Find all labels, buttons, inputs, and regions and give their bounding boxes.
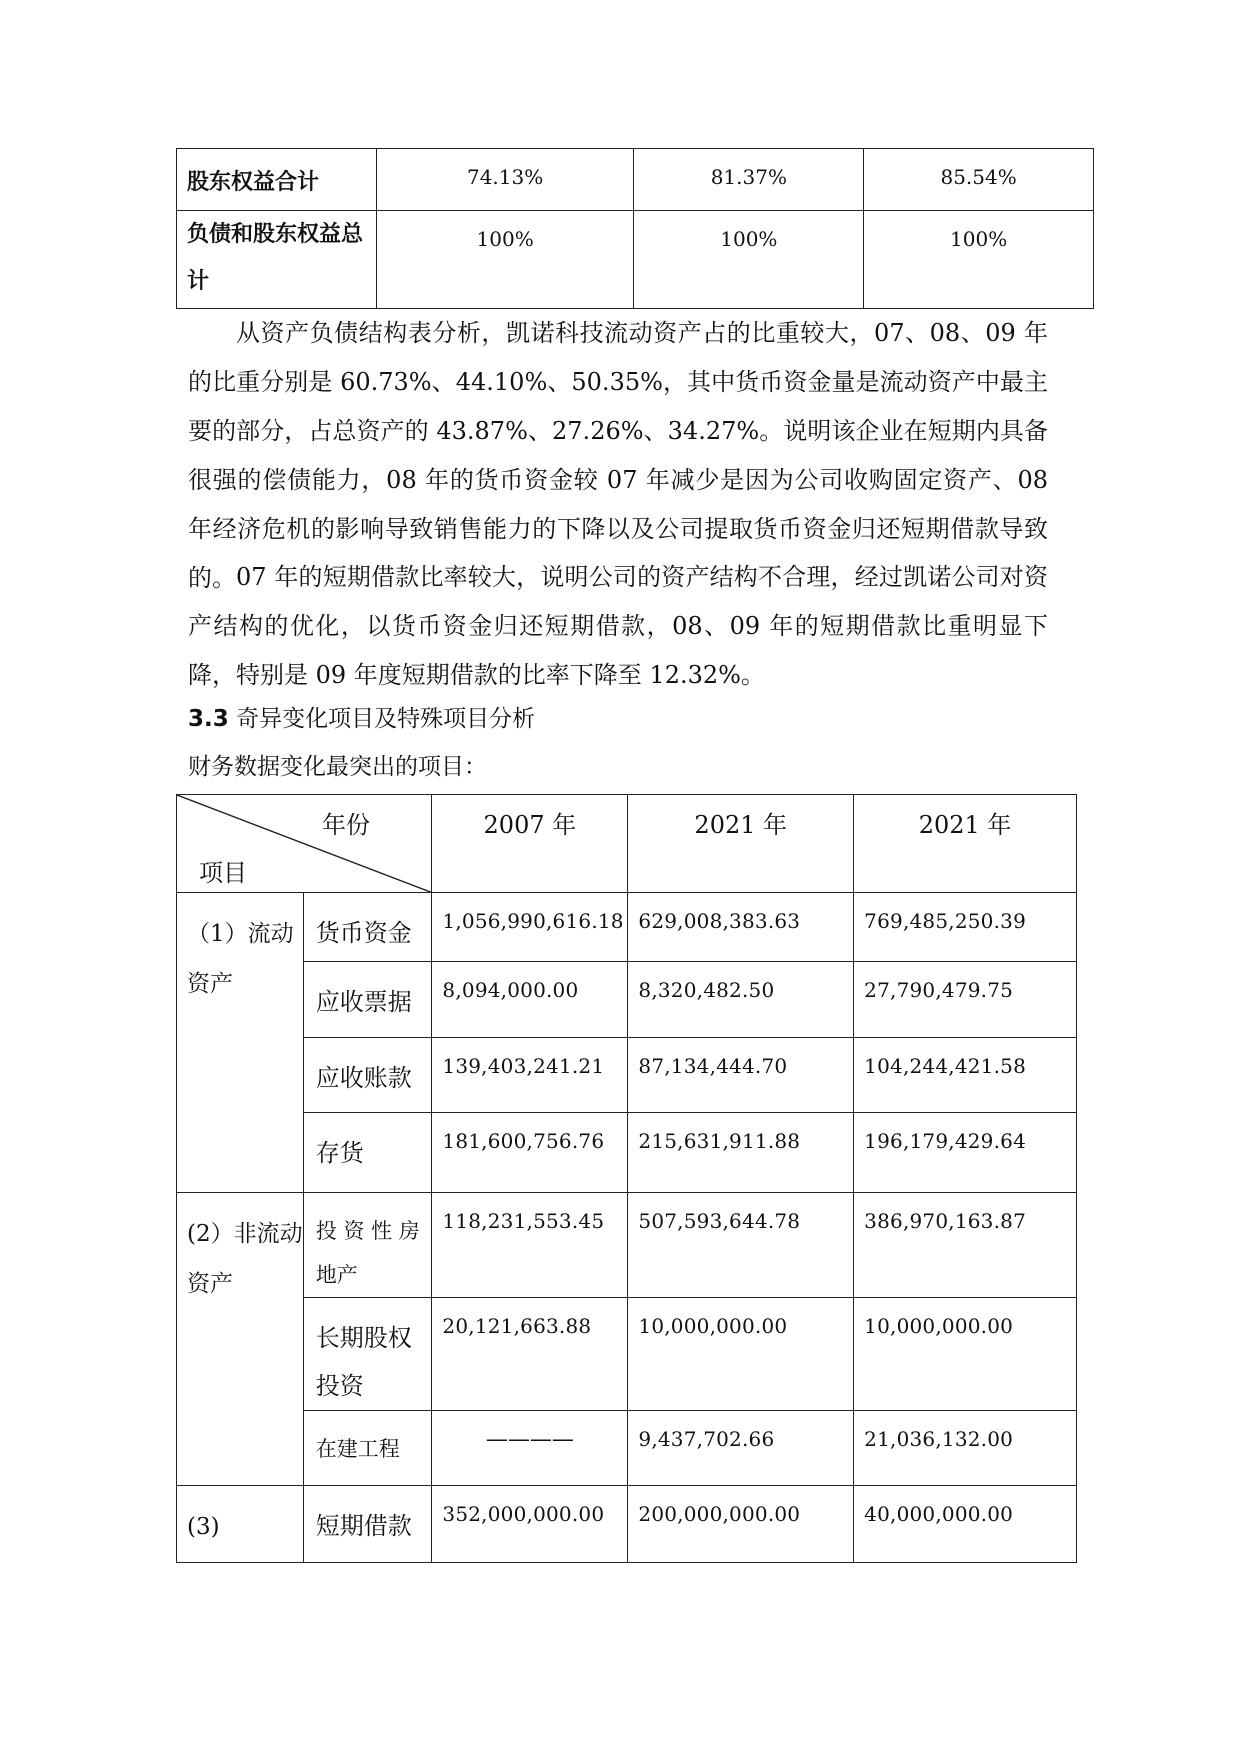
- group-label: (2）非流动资产: [177, 1193, 304, 1486]
- cell-value: 1,056,990,616.18: [432, 893, 628, 962]
- cell-value: 10,000,000.00: [628, 1298, 854, 1411]
- cell-value: 200,000,000.00: [628, 1486, 854, 1563]
- cell-value: 87,134,444.70: [628, 1038, 854, 1113]
- table-row: [177, 962, 1077, 1038]
- table-row: [177, 1113, 1077, 1193]
- table-row: [177, 893, 1077, 962]
- cell-value: 9,437,702.66: [628, 1411, 854, 1486]
- cell-value: 21,036,132.00: [854, 1411, 1077, 1486]
- cell-value: 118,231,553.45: [432, 1193, 628, 1298]
- item-name: 应收票据: [303, 962, 432, 1038]
- cell-value: 100%: [864, 211, 1094, 309]
- cell-value: 181,600,756.76: [432, 1113, 628, 1193]
- section-title: 奇异变化项目及特殊项目分析: [236, 706, 536, 732]
- year-header-label: 年份: [322, 811, 370, 839]
- analysis-paragraph: 从资产负债结构表分析，凯诺科技流动资产占的比重较大，07、08、09 年的比重分别是 60.73%、44.10%、50.35%，其中货币资金量是流动资产中最主要的部分，占总资产的 43.87%、27.26%、34.27%。说明该企业在短期内具备很强的偿债能力，08 年的货币资金较 07 年减少是因为公司收购固定资产、08 年经济危机的影响导致销售能力的下降以及公司提取货币资金归还短期借款导致的。: [188, 319, 1048, 592]
- item-header-label: 项目: [199, 859, 247, 887]
- row-label: 股东权益合计: [177, 149, 377, 211]
- cell-value: 104,244,421.58: [854, 1038, 1077, 1113]
- cell-value: 352,000,000.00: [432, 1486, 628, 1563]
- item-name: 长期股权投资: [303, 1298, 432, 1411]
- cell-value: 8,320,482.50: [628, 962, 854, 1038]
- cell-value: 81.37%: [634, 149, 864, 211]
- item-name: 在建工程: [303, 1411, 432, 1486]
- cell-value: 74.13%: [376, 149, 634, 211]
- year-column-header: 2021 年: [628, 795, 854, 893]
- group-label: (3): [177, 1486, 304, 1563]
- table-row: [177, 1486, 1077, 1563]
- cell-value: 40,000,000.00: [854, 1486, 1077, 1563]
- year-column-header: 2007 年: [432, 795, 628, 893]
- financial-items-table: [176, 794, 1077, 1563]
- cell-value: 629,008,383.63: [628, 893, 854, 962]
- table-row: [177, 211, 1094, 309]
- cell-value: 215,631,911.88: [628, 1113, 854, 1193]
- cell-value: 10,000,000.00: [854, 1298, 1077, 1411]
- table-row: [177, 1193, 1077, 1298]
- cell-value: 196,179,429.64: [854, 1113, 1077, 1193]
- item-name: 存货: [303, 1113, 432, 1193]
- table-row: [177, 1038, 1077, 1113]
- table-row: [177, 149, 1094, 211]
- group-label: （1）流动资产: [177, 893, 304, 1193]
- cell-value: 386,970,163.87: [854, 1193, 1077, 1298]
- section-number: 3.3: [188, 706, 229, 732]
- cell-value: 507,593,644.78: [628, 1193, 854, 1298]
- table-row: [177, 1411, 1077, 1486]
- item-name: 应收账款: [303, 1038, 432, 1113]
- analysis-paragraph: 07 年的短期借款比率较大，说明公司的资产结构不合理，经过凯诺公司对资产结构的优化，以货币资金归还短期借款，08、09 年的短期借款比重明显下降，特别是 09 年度短期借款的比率下降至 12.32%。: [188, 563, 1048, 689]
- table-header-row: [177, 795, 1077, 893]
- section-subtitle: 财务数据变化最突出的项目：: [188, 754, 487, 780]
- row-label: 负债和股东权益总计: [177, 211, 377, 309]
- cell-value: 20,121,663.88: [432, 1298, 628, 1411]
- cell-value: 139,403,241.21: [432, 1038, 628, 1113]
- cell-value: 100%: [376, 211, 634, 309]
- table-row: [177, 1298, 1077, 1411]
- year-column-header: 2021 年: [854, 795, 1077, 893]
- cell-value: 769,485,250.39: [854, 893, 1077, 962]
- diagonal-header-cell: [177, 795, 432, 893]
- item-name: 货币资金: [303, 893, 432, 962]
- item-name: 投 资 性 房地产: [303, 1193, 432, 1298]
- cell-value: 85.54%: [864, 149, 1094, 211]
- equity-ratio-table: [176, 148, 1094, 309]
- cell-value: ————: [432, 1411, 628, 1486]
- section-heading: [188, 700, 535, 733]
- item-name: 短期借款: [303, 1486, 432, 1563]
- cell-value: 27,790,479.75: [854, 962, 1077, 1038]
- cell-value: 100%: [634, 211, 864, 309]
- cell-value: 8,094,000.00: [432, 962, 628, 1038]
